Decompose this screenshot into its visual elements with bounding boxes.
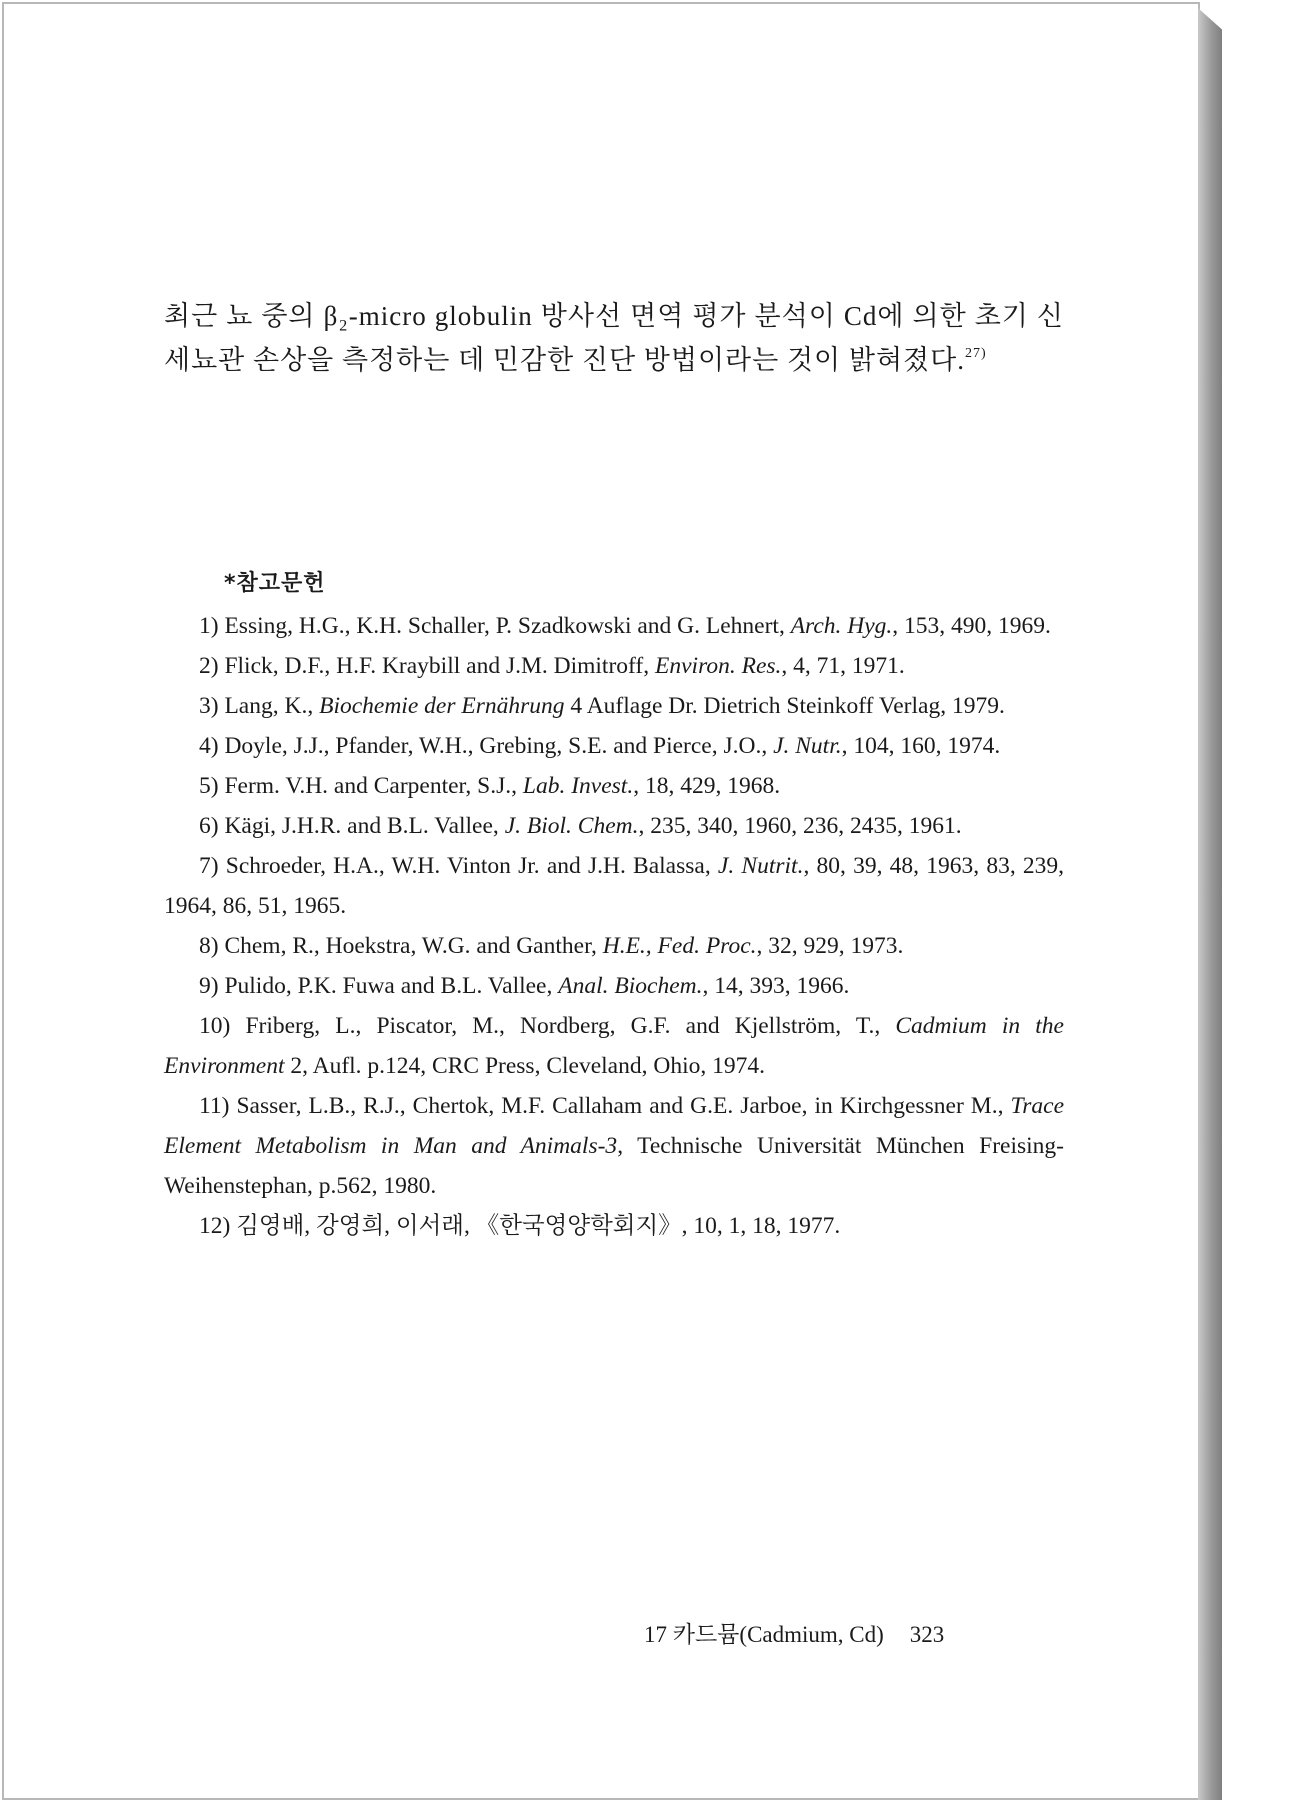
reference-item bbox=[164, 726, 1064, 766]
reference-text: 10) Friberg, L., Piscator, M., Nordberg, G.F. and Kjellström, T., bbox=[199, 1013, 896, 1039]
reference-details: , 4, 71, 1971. bbox=[781, 653, 905, 679]
reference-source: Trace Element Metabolism in Man and Animals-3 bbox=[164, 1093, 1064, 1159]
reference-details: , 235, 340, 1960, 236, 2435, 1961. bbox=[638, 813, 962, 839]
reference-source: Biochemie der Ernährung bbox=[319, 693, 565, 719]
page-edge-shadow bbox=[1198, 8, 1222, 1800]
reference-item bbox=[164, 606, 1064, 646]
reference-source: H.E., Fed. Proc. bbox=[602, 933, 757, 959]
reference-item bbox=[164, 646, 1064, 686]
reference-text: 12) 김영배, 강영희, 이서래, 《한국영양학회지》, 10, 1, 18, 1977. bbox=[199, 1213, 841, 1239]
references-section bbox=[164, 564, 1064, 1246]
reference-source: J. Nutr. bbox=[773, 733, 842, 759]
intro-text-end: -micro globulin 방사선 면역 평가 분석이 Cd에 의한 초기 신세뇨관 손상을 측정하는 데 민감한 진단 방법이라는 것이 밝혀졌다. bbox=[164, 301, 1064, 375]
reference-text: 6) Kägi, J.H.R. and B.L. Vallee, bbox=[199, 813, 505, 839]
reference-details: , 80, 39, 48, 1963, 83, 239, 1964, 86, 51, 1965. bbox=[164, 853, 1065, 919]
page bbox=[2, 2, 1200, 1800]
reference-text: 11) Sasser, L.B., R.J., Chertok, M.F. Callaham and G.E. Jarboe, in Kirchgessner M., bbox=[199, 1093, 1011, 1119]
reference-text: 8) Chem, R., Hoekstra, W.G. and Ganther, bbox=[199, 933, 603, 959]
reference-source: Lab. Invest. bbox=[522, 773, 634, 799]
reference-item bbox=[164, 966, 1064, 1006]
reference-text: 5) Ferm. V.H. and Carpenter, S.J., bbox=[199, 773, 523, 799]
reference-details: , 14, 393, 1966. bbox=[702, 973, 850, 999]
reference-source: J. Biol. Chem. bbox=[504, 813, 639, 839]
reference-source: Anal. Biochem. bbox=[558, 973, 703, 999]
reference-item bbox=[164, 806, 1064, 846]
reference-text: 1) Essing, H.G., K.H. Schaller, P. Szadkowski and G. Lehnert, bbox=[199, 613, 791, 639]
reference-text: 3) Lang, K., bbox=[199, 693, 320, 719]
reference-item bbox=[164, 846, 1064, 926]
reference-details: , 18, 429, 1968. bbox=[633, 773, 781, 799]
reference-details: , Technische Universität München Freising-Weihenstephan, p.562, 1980. bbox=[164, 1133, 1064, 1199]
reference-text: 4) Doyle, J.J., Pfander, W.H., Grebing, S.E. and Pierce, J.O., bbox=[199, 733, 774, 759]
reference-item bbox=[164, 926, 1064, 966]
reference-details: 2, Aufl. p.124, CRC Press, Cleveland, Ohio, 1974. bbox=[284, 1053, 765, 1079]
reference-text: 7) Schroeder, H.A., W.H. Vinton Jr. and J.H. Balassa, bbox=[199, 853, 718, 879]
reference-source: Arch. Hyg. bbox=[790, 613, 893, 639]
page-footer bbox=[644, 1616, 944, 1649]
page-number: 323 bbox=[909, 1622, 945, 1647]
reference-item bbox=[164, 1206, 1064, 1246]
reference-details: , 32, 929, 1973. bbox=[756, 933, 904, 959]
reference-item bbox=[164, 766, 1064, 806]
reference-text: 9) Pulido, P.K. Fuwa and B.L. Vallee, bbox=[199, 973, 559, 999]
reference-details: , 153, 490, 1969. bbox=[892, 613, 1051, 639]
footnote-marker: 27) bbox=[964, 346, 987, 361]
reference-source: Cadmium in the Environment bbox=[164, 1013, 1064, 1079]
reference-text: 2) Flick, D.F., H.F. Kraybill and J.M. Dimitroff, bbox=[199, 653, 656, 679]
beta-symbol: β₂ bbox=[323, 301, 349, 331]
reference-details: 4 Auflage Dr. Dietrich Steinkoff Verlag, 1979. bbox=[564, 693, 1005, 719]
reference-details: , 104, 160, 1974. bbox=[841, 733, 1001, 759]
reference-list bbox=[164, 606, 1064, 1246]
chapter-title: 17 카드뮴(Cadmium, Cd) bbox=[644, 1622, 884, 1647]
references-heading: *참고문헌 bbox=[224, 571, 326, 596]
intro-text-start: 최근 뇨 중의 bbox=[164, 301, 324, 331]
reference-item bbox=[164, 686, 1064, 726]
reference-item bbox=[164, 1086, 1064, 1206]
reference-source: J. Nutrit. bbox=[717, 853, 804, 879]
reference-source: Environ. Res. bbox=[655, 653, 782, 679]
intro-paragraph bbox=[164, 294, 1064, 382]
reference-item bbox=[164, 1006, 1064, 1086]
